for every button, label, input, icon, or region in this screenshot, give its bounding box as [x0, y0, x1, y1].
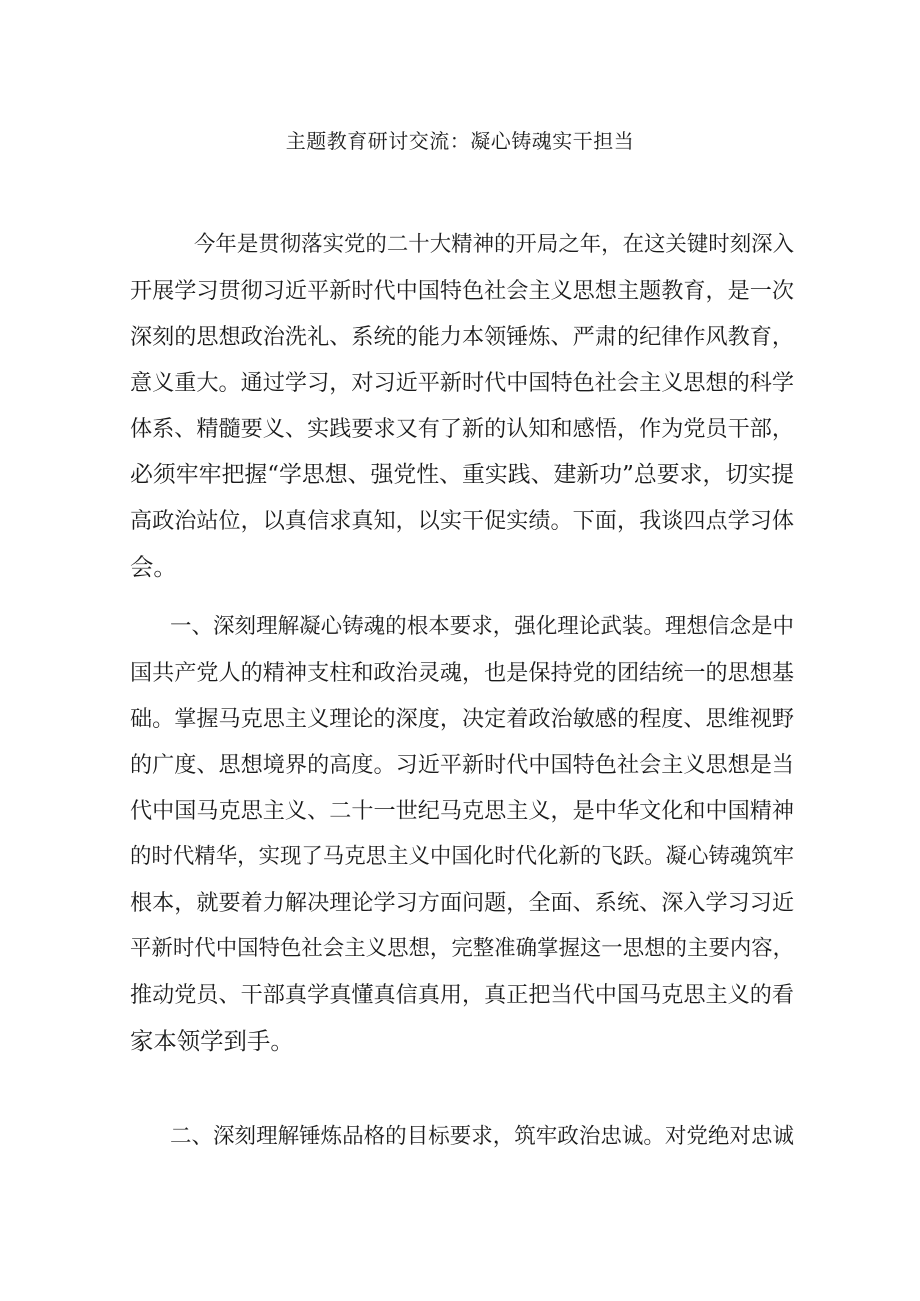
section1-line-3: 础。掌握马克思主义理论的深度，决定着政治敏感的程度、思维视野 — [130, 706, 794, 732]
intro-line-1: 今年是贯彻落实党的二十大精神的开局之年，在这关键时刻深入 — [194, 232, 794, 257]
section1-line-6: 的时代精华，实现了马克思主义中国化时代化新的飞跃。凝心铸魂筑牢 — [130, 844, 795, 869]
intro-line-3: 深刻的思想政治洗礼、系统的能力本领锤炼、严肃的纪律作风教育， — [130, 324, 794, 350]
section2-line-1: 二、深刻理解锤炼品格的目标要求，筑牢政治忠诚。对党绝对忠诚 — [170, 1124, 794, 1149]
intro-line-2: 开展学习贯彻习近平新时代中国特色社会主义思想主题教育，是一次 — [130, 278, 794, 304]
intro-line-7: 高政治站位，以真信求真知，以实干促实绩。下面，我谈四点学习体 — [130, 508, 794, 534]
section1-line-5: 代中国马克思主义、二十一世纪马克思主义，是中华文化和中国精神 — [130, 798, 794, 824]
section1-line-10: 家本领学到手。 — [130, 1027, 294, 1055]
section1-line-2: 国共产党人的精神支柱和政治灵魂，也是保持党的团结统一的思想基 — [130, 660, 794, 686]
section1-line-9: 推动党员、干部真学真懂真信真用，真正把当代中国马克思主义的看 — [130, 982, 794, 1008]
section1-line-4: 的广度、思想境界的高度。习近平新时代中国特色社会主义思想是当 — [130, 752, 794, 778]
intro-line-5: 体系、精髓要义、实践要求又有了新的认知和感悟，作为党员干部， — [130, 416, 794, 442]
intro-line-6: 必须牢牢把握“学思想、强党性、重实践、建新功”总要求，切实提 — [130, 462, 794, 488]
section1-line-7: 根本，就要着力解决理论学习方面问题，全面、系统、深入学习习近 — [130, 890, 794, 916]
document-title: 主题教育研讨交流：凝心铸魂实干担当 — [285, 129, 635, 153]
intro-line-8: 会。 — [130, 553, 177, 581]
section1-line-1: 一、深刻理解凝心铸魂的根本要求，强化理论武装。理想信念是中 — [170, 614, 794, 639]
intro-line-4: 意义重大。通过学习，对习近平新时代中国特色社会主义思想的科学 — [130, 370, 794, 396]
section1-line-8: 平新时代中国特色社会主义思想，完整准确掌握这一思想的主要内容， — [130, 936, 795, 961]
